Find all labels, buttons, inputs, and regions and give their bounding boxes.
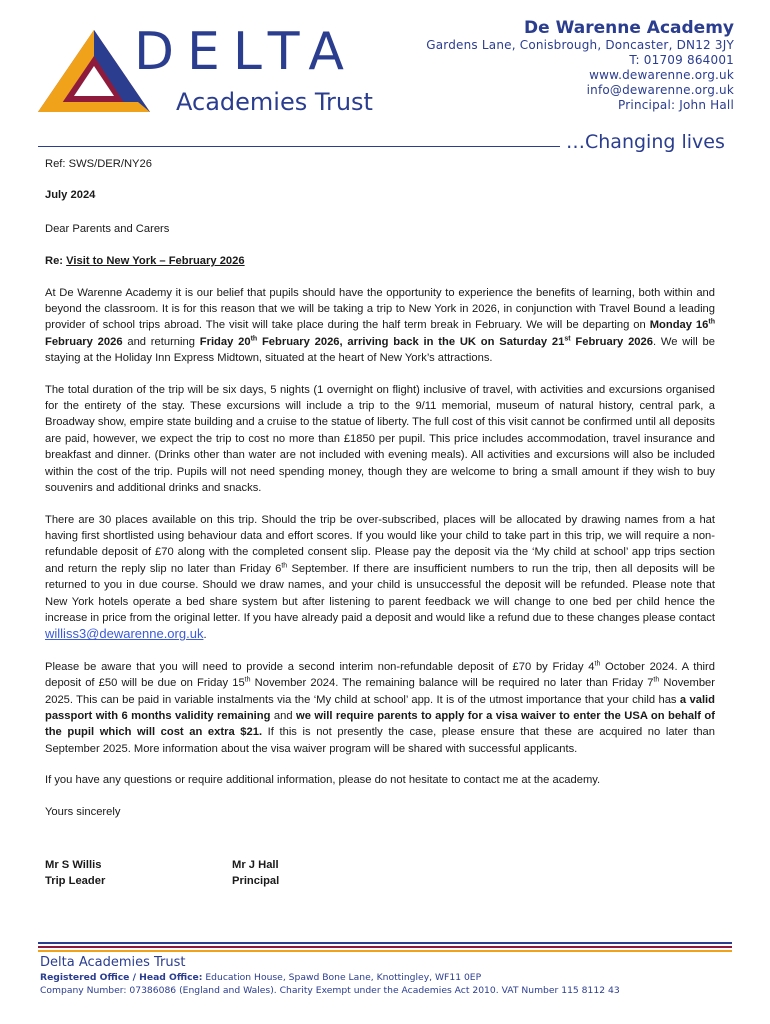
footer-rule-navy [38,942,732,944]
return-date: Friday 20th February 2026, arriving back in the UK on Saturday 21st February 2026 [199,335,653,348]
paragraph-intro [45,285,715,367]
footer-title: Delta Academies Trust [40,955,186,970]
logo-subtitle: Academies Trust [176,88,373,116]
paragraph-questions: If you have any questions or require additional information, please do not hesitate to contact me at the academy. [45,774,601,787]
footer-office: Registered Office / Head Office: Education House, Spawd Bone Lane, Knottingley, WF11 0EP [40,972,482,983]
signature-name: Mr J Hall [232,859,279,871]
text-run: At De Warenne Academy it is our belief that pupils should have the opportunity to experience the benefits of learning, both within and beyond the classroom. It is for this reason that we will be taking a trip to New York in 2026, in conjunction with Travel Bound a leading provider of school trips abroad. The visit will take place during the half term break in February. We will be departing on [45,286,715,332]
footer [40,954,620,997]
salutation: Dear Parents and Carers [45,222,170,235]
departure-date: Monday 16th February 2026 [45,318,715,348]
school-contact-block [426,18,734,113]
signature-role: Principal [232,875,280,887]
signature-name: Mr S Willis [45,859,102,871]
subject-line [45,253,715,269]
text-run: There are 30 places available on this trip. Should the trip be over-subscribed, places will be allocated by drawing names from a hat having first shortlisted using behaviour data and effort scores. If you would like your child to take part in this trip, we will require a non-refundable deposit of £70 along with the completed consent slip. Please pay the deposit via the ‘My child at school’ app trips section and return the reply slip no later than Friday 6 [45,513,715,575]
footer-rule-gold [38,950,732,952]
passport-requirement: a valid passport with 6 months validity remaining [45,693,716,722]
tagline: …Changing lives [566,131,725,153]
subject-prefix: Re: [45,255,67,268]
contact-email-link[interactable]: williss3@dewarenne.org.uk [45,626,204,642]
header-divider [38,146,560,147]
school-website-link[interactable]: www.dewarenne.org.uk [589,68,734,82]
visa-requirement: we will require parents to apply for a visa waiver to enter the USA on behalf of the pupil which will cost an extra $21. [45,709,715,739]
paragraph-deposits: Please be aware that you will need to provide a second interim non-refundable deposit of £70 by Friday 4th October 2024. A third deposit of £50 will be due on Friday 15th November 2024. The remaining balance will be required no later than Friday 7th November 2025. This can be paid in variable instalments via the ‘My child at school’ app. It is of the utmost importance that your child has a valid passport with 6 months validity remaining and we will require parents to apply for a visa waiver to enter the USA on behalf of the pupil which will cost an extra $21. If this is not presently the case, please ensure that these are acquired no later than September 2025. More information about the visa waiver program will be shared with successful applicants. [45,660,716,755]
footer-company: Company Number: 07386086 (England and Wales). Charity Exempt under the Academies Act 2010. VAT Number 115 8112 43 [40,985,620,996]
letter-body [45,152,715,820]
text-run: September. If there are insufficient numbers to run the trip, then all deposits will be returned to you in due course. Should we draw names, and your child is unsuccessful the deposit will be refunded. Please note that New York hotels operate a bed share system but after listening to parent feedback we will change to one bed per child hence the increase in price from the original letter. If you have already paid a deposit and would like a refund due to these changes please contact [45,562,715,624]
footer-rule-maroon [38,946,732,948]
signature-trip-leader [45,857,105,889]
school-telephone: T: 01709 864001 [629,53,734,67]
logo-wordmark: DELTA [134,22,358,82]
school-address: Gardens Lane, Conisbrough, Doncaster, DN12 3JY [426,38,734,52]
text-run: . We will be staying at the Holiday Inn Express Midtown, situated at the heart of New York’s attractions. [45,335,715,365]
school-principal: Principal: John Hall [618,98,734,112]
paragraph-costs: The total duration of the trip will be six days, 5 nights (1 overnight on flight) inclusive of travel, with activities and excursions organised for the entirety of the stay. These excursions will include a trip to the 9/11 memorial, museum of natural history, central park, a Broadway show, empire state building and a cruise to the statue of liberty. The full cost of this visit cannot be confirmed until all deposits are paid, however, we expect the trip to cost no more than £1850 per pupil. This price includes accommodation, travel insurance and breakfast and dinner. (Drinks other than water are not included with evening meals). All activities and excursions will also be included within the cost of the trip. Pupils will not need spending money, though they are welcome to bring a small amount if they wish to buy souvenirs and additional drinks and snacks. [45,383,715,495]
letter-date: July 2024 [45,189,96,202]
school-email-link[interactable]: info@dewarenne.org.uk [586,83,734,97]
closing: Yours sincerely [45,805,121,818]
signature-role: Trip Leader [45,875,106,887]
signature-principal [232,857,279,889]
subject-title: Visit to New York – February 2026 [66,255,245,268]
paragraph-places: There are 30 places available on this trip. Should the trip be over-subscribed, places will be allocated by drawing names from a hat having first shortlisted using behaviour data and effort scores. If you would like your child to take part in this trip, we will require a non-refundable deposit of £70 along with the completed consent slip. Please pay the deposit via the ‘My child at school’ app trips section and return the reply slip no later than Friday 6th September. If there are insufficient numbers to run the trip, then all deposits will be returned to you in due course. Should we draw names, and your child is unsuccessful the deposit will be refunded. Please note that New York hotels operate a bed share system but after listening to parent feedback we will change to one bed per child hence the increase in price from the original letter. If you have already paid a deposit and would like a refund due to these changes please contact williss3@dewarenne.org.uk. [45,513,715,642]
text-run: and returning [122,335,200,348]
school-name: De Warenne Academy [524,18,734,38]
reference: Ref: SWS/DER/NY26 [45,158,152,170]
